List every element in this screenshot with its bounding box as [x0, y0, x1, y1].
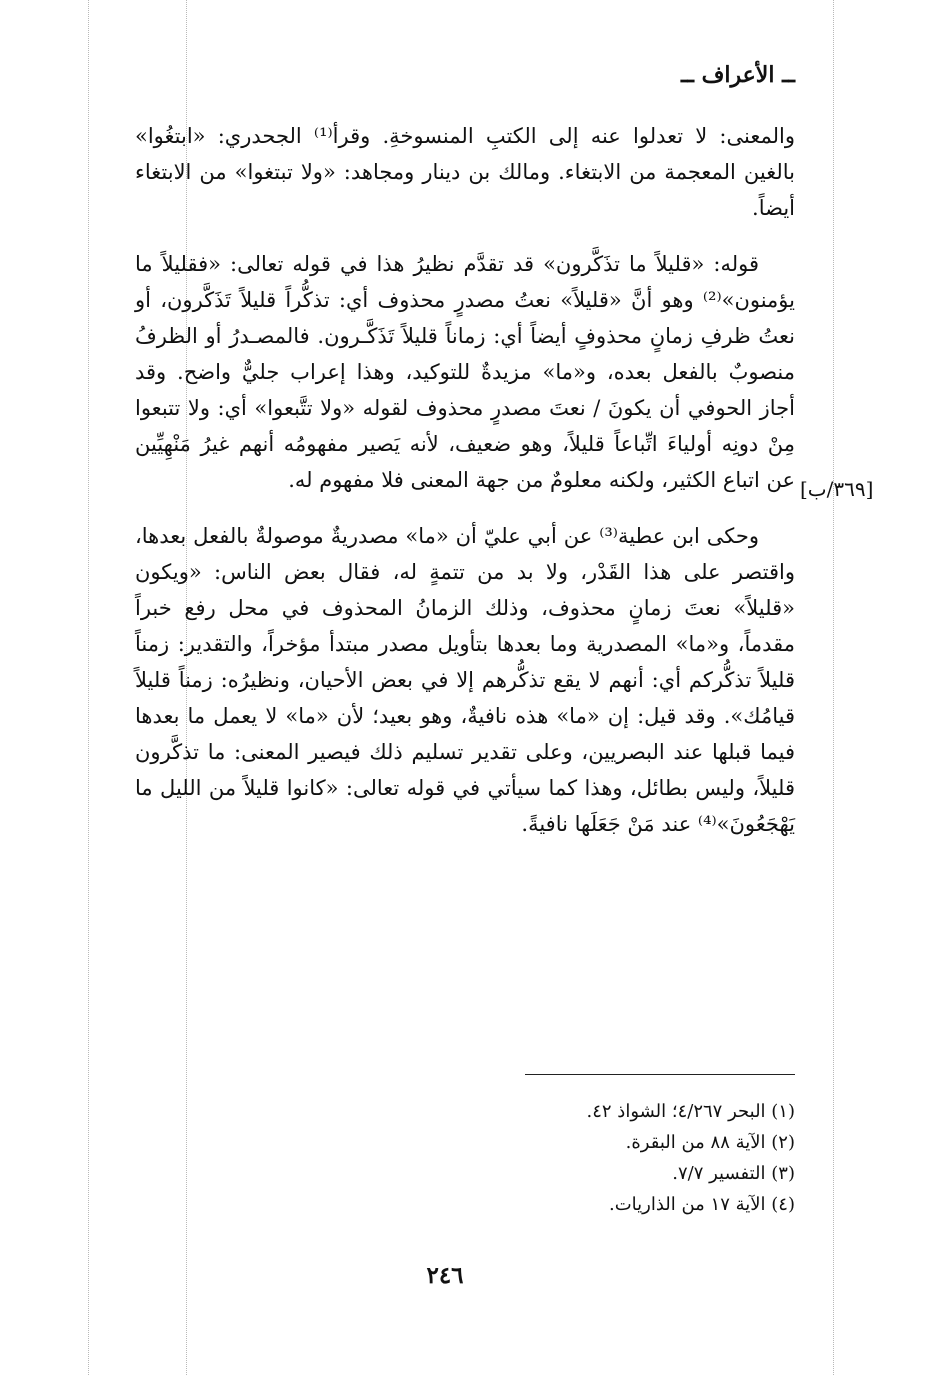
- paragraph: والمعنى: لا تعدلوا عنه إلى الكتبِ المنسوخةِ. وقرأ⁽¹⁾ الجحدري: «ابتغُوا» بالغين المعجمة من الابتغاء. ومالك بن دينار ومجاهد: «ولا تبتغوا» من الابتغاء أيضاً.: [135, 124, 795, 220]
- paragraph: وحكى ابن عطية⁽³⁾ عن أبي عليّ أن «ما» مصدريةٌ موصولةٌ بالفعل بعدها، واقتصر على هذا القَدْر، ولا بد من تتمةٍ له، فقال بعض الناس: «ويكون «قليلاً» نعتَ زمانٍ محذوف، وذلك الزمانُ المحذوف في محل رفع خبراً مقدماً، و«ما» المصدرية وما بعدها بتأويل مصدر مبتدأ مؤخراً، والتقدير: زمناً قليلاً تذكُّركم أي: أنهم لا يقع تذكُّرهم إلا في بعض الأحيان، ونظيرُه: زمناً قليلاً قيامُك». وقد قيل: إن «ما» هذه نافيةٌ، وهو بعيد؛ لأن «ما» لا يعمل ما بعدها فيما قبلها عند البصريين، وعلى تقدير تسليم ذلك فيصير المعنى: ما تذكَّرون قليلاً، وليس بطائل، وهذا كما سيأتي في قوله تعالى: «كانوا قليلاً من الليل ما يَهْجَعُونَ»⁽⁴⁾ عند مَنْ جَعَلَها نافيةً.: [135, 524, 795, 836]
- paragraph: قوله: «قليلاً ما تذَكَّرون» قد تقدَّم نظيرُ هذا في قوله تعالى: «فقليلاً ما يؤمنون»⁽²⁾ وهو أنَّ «قليلاً» نعتُ مصدرٍ محذوف أي: تذكُّراً قليلاً تَذَكَّرون، أو نعتُ ظرفِ زمانٍ محذوفٍ أيضاً أي: زماناً قليلاً تَذَكَّـرون. فالمصـدرُ أو الظرفُ منصوبٌ بالفعل بعده، و«ما» مزيدةٌ للتوكيد، وهذا إعراب جليٌّ واضح. وقد أجاز الحوفي أن يكونَ / نعتَ مصدرٍ محذوف لقوله «ولا تتَّبعوا» أي: ولا تتبعوا مِنْ دونِه أولياءَ اتِّباعاً قليلاً، وهو ضعيف، لأنه يَصير مفهومُه أنهم غيرُ مَنْهِيِّين عن اتباع الكثير، ولكنه معلومٌ من جهة المعنى فلا مفهوم له.: [135, 252, 795, 492]
- footnote: (٤) الآية ١٧ من الذاريات.: [608, 1194, 795, 1215]
- scan-margin-line: [833, 0, 834, 1375]
- footnotes: [375, 1096, 795, 1220]
- manuscript-folio-reference: [٣٦٩/ب]: [800, 477, 874, 501]
- scan-margin-line: [88, 0, 89, 1375]
- main-text: [135, 118, 795, 862]
- footnote: (١) البحر ٤/٢٦٧؛ الشواذ ٤٢.: [586, 1101, 795, 1122]
- footnote: (٣) التفسير ٧/٧.: [672, 1163, 795, 1184]
- running-header: ــ الأعراف ــ: [681, 62, 795, 88]
- footnote: (٢) الآية ٨٨ من البقرة.: [625, 1132, 795, 1153]
- footnote-separator: [525, 1074, 795, 1075]
- page-number: ٢٤٦: [426, 1262, 464, 1289]
